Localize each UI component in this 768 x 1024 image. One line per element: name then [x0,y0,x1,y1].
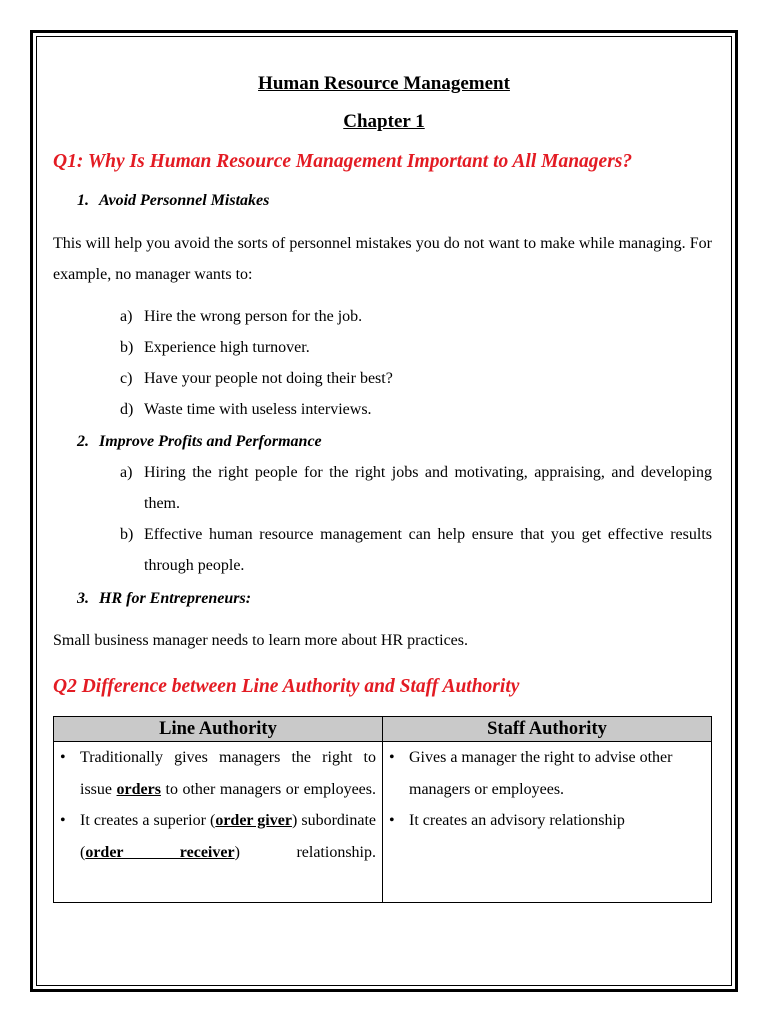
list-item-text: Hiring the right people for the right jobs and motivating, appraising, and developing them. [144,464,712,512]
q1-heading: Q1: Why Is Human Resource Management Important to All Managers? [53,151,633,172]
section1-heading [77,192,269,210]
list-marker: d) [120,401,134,418]
list-marker: a) [120,464,133,481]
section1-title: Avoid Personnel Mistakes [99,192,270,209]
staff-authority-cell [383,742,712,903]
section3-title: HR for Entrepreneurs: [99,590,252,607]
line-authority-header: Line Authority [54,717,383,742]
list-item-text: Hire the wrong person for the job. [144,308,363,325]
list-marker: b) [120,339,134,356]
section2-title: Improve Profits and Performance [99,433,322,450]
section2-number: 2. [77,433,89,450]
list-marker: b) [120,526,134,543]
keyword-order-receiver: order receiver [85,843,235,861]
list-item [120,301,712,332]
q2-heading: Q2 Difference between Line Authority and Staff Authority [53,676,520,697]
list-item-text: Have your people not doing their best? [144,370,393,387]
list-item-text: Waste time with useless interviews. [144,401,372,418]
list-marker: a) [120,308,133,325]
list-item-text: Effective human resource management can help ensure that you get effective results through people. [144,526,712,574]
line-authority-cell [54,742,383,903]
list-item: • Gives a manager the right to advise other managers or employees. [383,742,711,805]
staff-authority-header: Staff Authority [383,717,712,742]
authority-comparison-table [53,716,712,903]
table-header-row [54,717,712,742]
list-item [120,332,712,363]
list-item [120,363,712,394]
table-row [54,742,712,903]
list-item [120,519,712,581]
list-item-text: Experience high turnover. [144,339,310,356]
list-marker: c) [120,370,133,387]
document-title: Human Resource Management [258,73,510,94]
list-item: • Traditionally gives managers the right to issue orders to other managers or employees. [54,742,382,805]
section3-paragraph: Small business manager needs to learn more about HR practices. [53,632,468,649]
chapter-heading: Chapter 1 [343,111,425,132]
list-item: • It creates an advisory relationship [383,805,711,837]
list-item: • It creates a superior (order giver) subordinate (order receiver) relationship. [54,805,382,868]
section2-heading [77,433,322,451]
section3-number: 3. [77,590,89,607]
keyword-order-giver: order giver [215,812,292,829]
list-item [120,394,712,425]
section1-paragraph: This will help you avoid the sorts of personnel mistakes you do not want to make while managing. For example, no manager wants to: [53,235,712,283]
section3-heading [77,590,251,608]
section1-number: 1. [77,192,89,209]
list-item [120,457,712,519]
keyword-orders: orders [116,780,161,798]
